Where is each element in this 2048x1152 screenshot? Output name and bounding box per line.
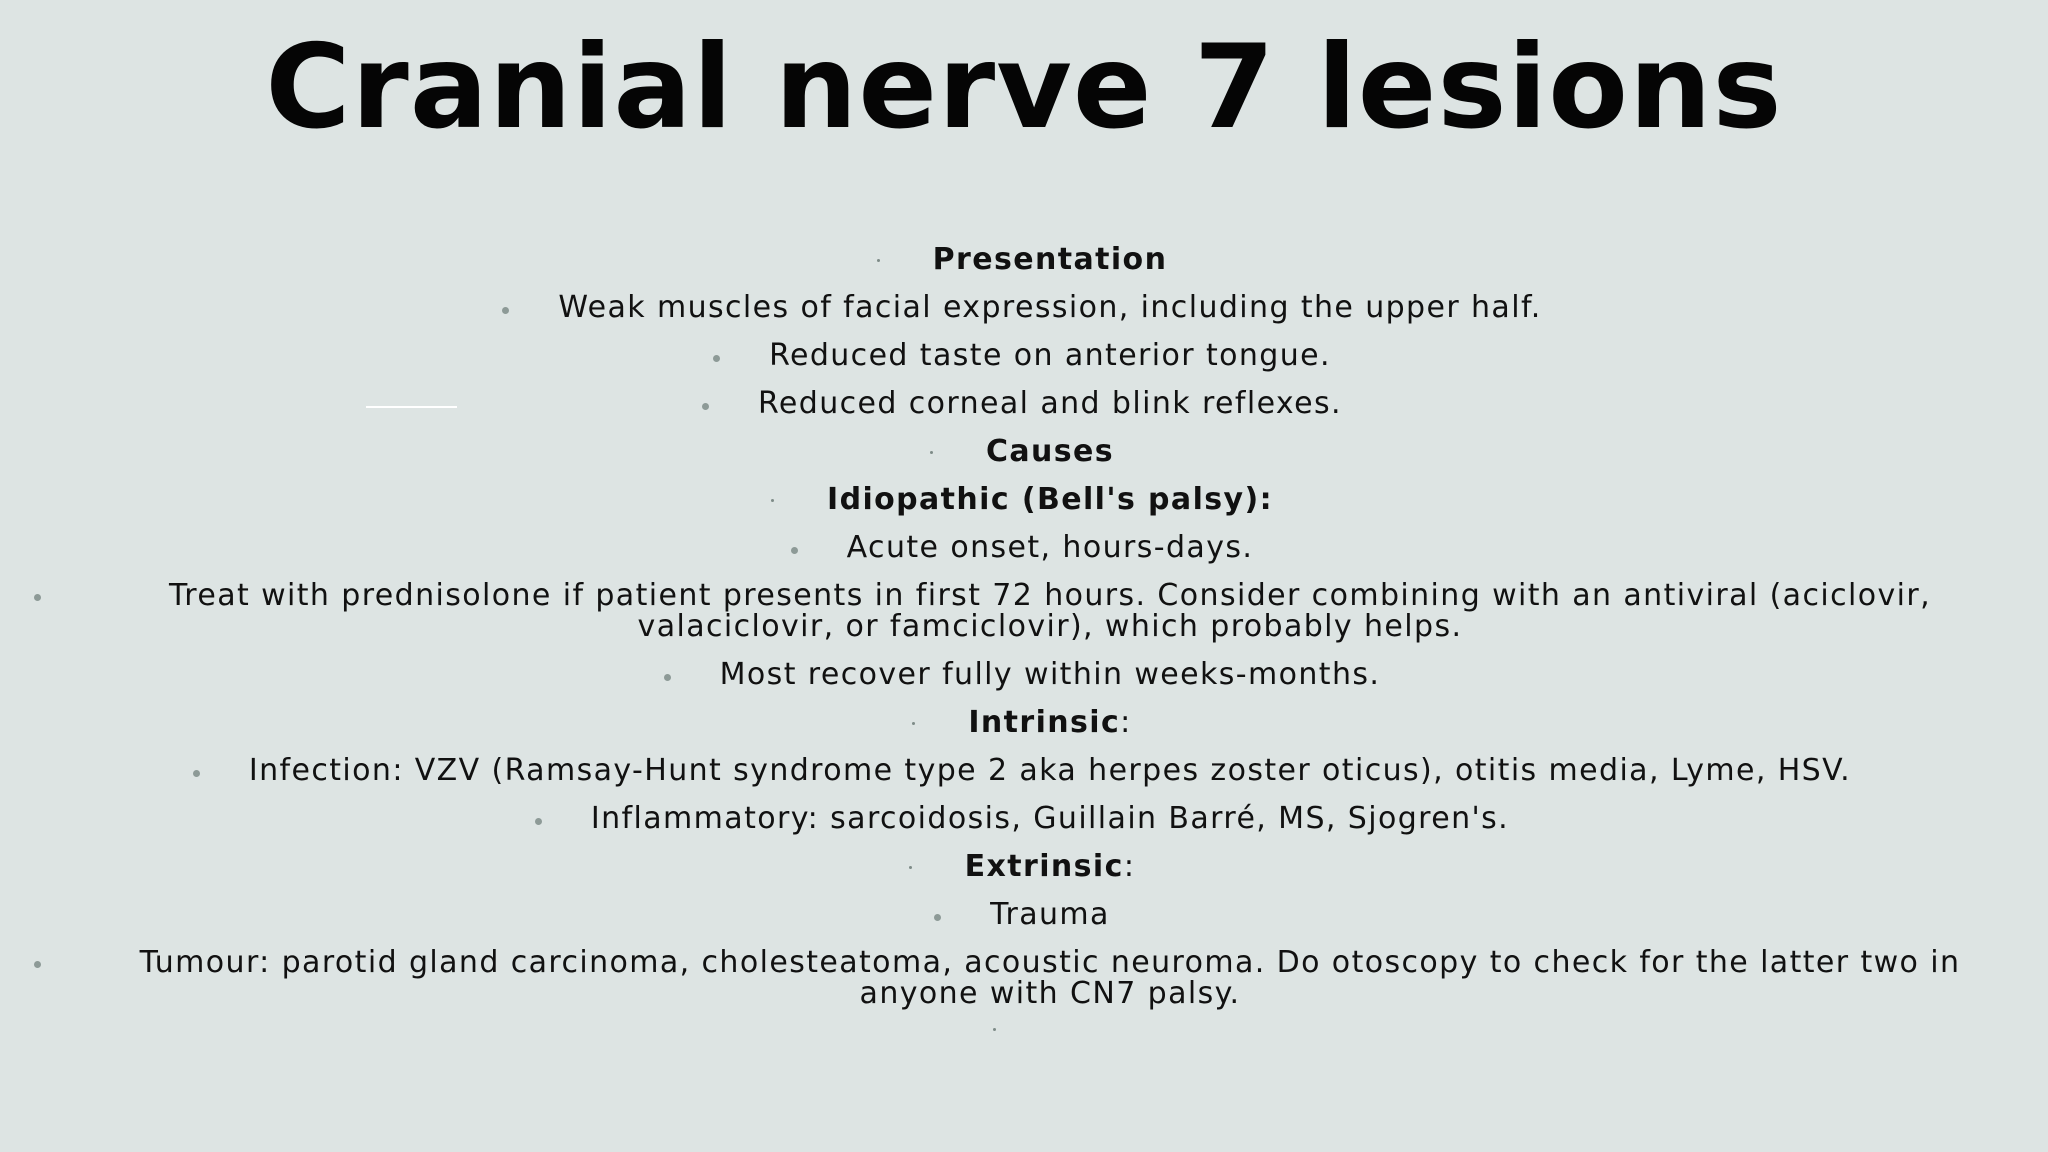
bullet-dot-icon — [930, 451, 933, 454]
section-heading-intrinsic — [90, 707, 2010, 738]
list-item-text: Weak muscles of facial expression, including the upper half. — [558, 290, 1542, 325]
bullet-dot-icon — [702, 403, 709, 410]
bullet-dot-icon — [34, 594, 41, 601]
list-item-text: Tumour: parotid gland carcinoma, cholesteatoma, acoustic neuroma. Do otoscopy to check for the latter two in anyone with CN7 palsy. — [139, 945, 1961, 1011]
heading-text: Causes — [985, 434, 1115, 469]
list-item-text: Infection: VZV (Ramsay-Hunt syndrome type 2 aka herpes zoster oticus), otitis media, Lyme, HSV. — [248, 753, 1852, 788]
heading-text: Intrinsic — [968, 705, 1121, 740]
bullet-dot-icon — [34, 961, 41, 968]
list-item — [90, 532, 2010, 563]
list-item — [90, 899, 2010, 930]
list-item — [90, 292, 2010, 323]
list-item — [90, 340, 2010, 371]
list-item — [90, 755, 2010, 786]
list-item — [90, 803, 2010, 834]
list-item-text: Reduced taste on anterior tongue. — [769, 338, 1331, 373]
empty-list-item — [90, 1026, 2010, 1046]
bullet-dot-icon — [502, 307, 509, 314]
section-heading-presentation — [90, 244, 2010, 275]
bullet-dot-icon — [193, 770, 200, 777]
heading-colon: : — [1123, 849, 1136, 884]
bullet-dot-icon — [877, 259, 880, 262]
bullet-list — [90, 244, 2010, 1046]
bullet-dot-icon — [909, 866, 912, 869]
slide-title: Cranial nerve 7 lesions — [265, 20, 1783, 155]
bullet-dot-icon — [535, 818, 542, 825]
bullet-dot-icon — [713, 355, 720, 362]
heading-text: Presentation — [932, 242, 1168, 277]
section-heading-idiopathic — [90, 484, 2010, 515]
list-item — [90, 388, 2010, 419]
list-item-text: Acute onset, hours-days. — [846, 530, 1254, 565]
list-item — [90, 947, 2010, 1009]
bullet-dot-icon — [771, 499, 774, 502]
list-item — [90, 580, 2010, 642]
bullet-dot-icon — [993, 1028, 996, 1031]
list-item — [90, 659, 2010, 690]
heading-text: Idiopathic (Bell's palsy): — [827, 482, 1273, 517]
bullet-dot-icon — [664, 674, 671, 681]
bullet-dot-icon — [934, 914, 941, 921]
list-item-text: Inflammatory: sarcoidosis, Guillain Barré, MS, Sjogren's. — [590, 801, 1510, 836]
list-item-text: Most recover fully within weeks-months. — [719, 657, 1381, 692]
heading-text: Extrinsic — [964, 849, 1124, 884]
list-item-text: Reduced corneal and blink reflexes. — [758, 386, 1342, 421]
heading-colon: : — [1120, 705, 1132, 740]
section-heading-causes — [90, 436, 2010, 467]
section-heading-extrinsic — [90, 851, 2010, 882]
list-item-text: Trauma — [990, 897, 1110, 932]
list-item-text: Treat with prednisolone if patient presents in first 72 hours. Consider combining with an antiviral (aciclovir, valaciclovir, or famciclovir), which probably helps. — [168, 578, 1932, 644]
bullet-dot-icon — [791, 547, 798, 554]
bullet-dot-icon — [912, 722, 915, 725]
